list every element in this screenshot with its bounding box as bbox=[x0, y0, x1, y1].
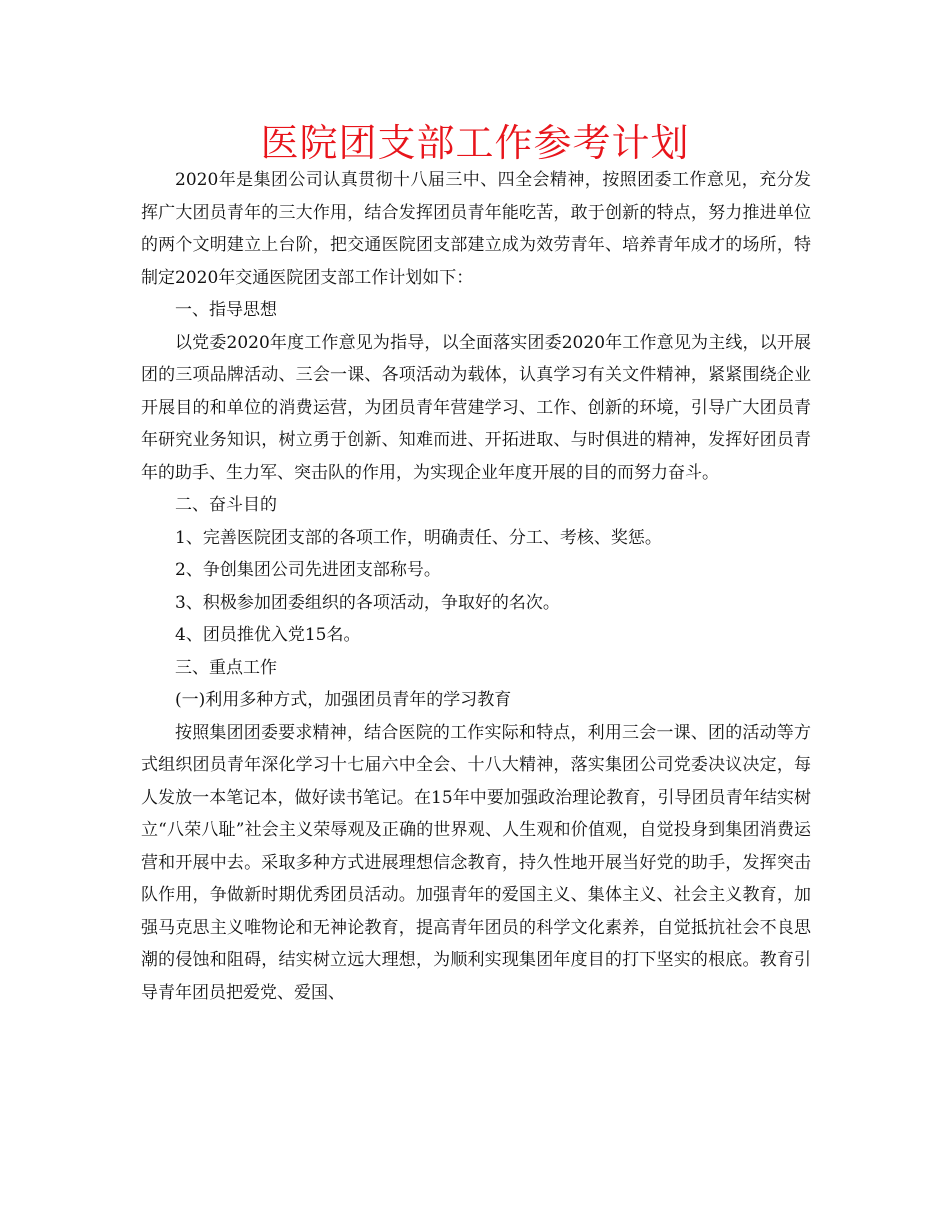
goal-item-3: 3、积极参加团委组织的各项活动，争取好的名次。 bbox=[175, 592, 560, 613]
subsection-heading-study: (一)利用多种方式，加强团员青年的学习教育 bbox=[175, 690, 512, 710]
section-heading-goals: 二、奋斗目的 bbox=[175, 495, 277, 515]
goal-item-2: 2、争创集团公司先进团支部称号。 bbox=[175, 560, 441, 580]
guiding-thought-paragraph: 以党委2020年度工作意见为指导，以全面落实团委2020年工作意见为主线，以开展团的三项品牌活动、三会一课、各项活动为载体，认真学习有关文件精神，紧紧围绕企业开展目的和单位的消费运营，为团员青年营建学习、工作、创新的环境，引导广大团员青年研究业务知识，树立勇于创新、知难而进、开拓进取、与时俱进的精神，发挥好团员青年的助手、生力军、突击队的作用，为实现企业年度开展的目的而努力奋斗。 bbox=[141, 332, 811, 483]
study-paragraph: 按照集团团委要求精神，结合医院的工作实际和特点，利用三会一课、团的活动等方式组织团员青年深化学习十七届六中全会、十八大精神，落实集团公司党委决议决定，每人发放一本笔记本，做好读书笔记。在15年中要加强政治理论教育，引导团员青年结实树立“八荣八耻”社会主义荣辱观及正确的世界观、人生观和价值观，自觉投身到集团消费运营和开展中去。采取多种方式进展理想信念教育，持久性地开展当好党的助手，发挥突击队作用，争做新时期优秀团员活动。加强青年的爱国主义、集体主义、社会主义教育，加强马克思主义唯物论和无神论教育，提高青年团员的科学文化素养，自觉抵抗社会不良思潮的侵蚀和阻碍，结实树立远大理想，为顺利实现集团年度目的打下坚实的根底。教育引导青年团员把爱党、爱国、 bbox=[141, 722, 811, 1003]
section-heading-guiding-thought: 一、指导思想 bbox=[175, 300, 277, 320]
goal-item-1: 1、完善医院团支部的各项工作，明确责任、分工、考核、奖惩。 bbox=[175, 527, 662, 548]
section-heading-key-work: 三、重点工作 bbox=[175, 657, 277, 678]
intro-paragraph: 2020年是集团公司认真贯彻十八届三中、四全会精神，按照团委工作意见，充分发挥广大团员青年的三大作用，结合发挥团员青年能吃苦，敢于创新的特点，努力推进单位的两个文明建立上台阶，把交通医院团支部建立成为效劳青年、培养青年成才的场所，特制定2020年交通医院团支部工作计划如下： bbox=[141, 170, 811, 288]
goal-item-4: 4、团员推优入党15名。 bbox=[175, 625, 361, 645]
document-title: 医院团支部工作参考计划 bbox=[260, 121, 690, 165]
document-body bbox=[141, 164, 811, 1009]
